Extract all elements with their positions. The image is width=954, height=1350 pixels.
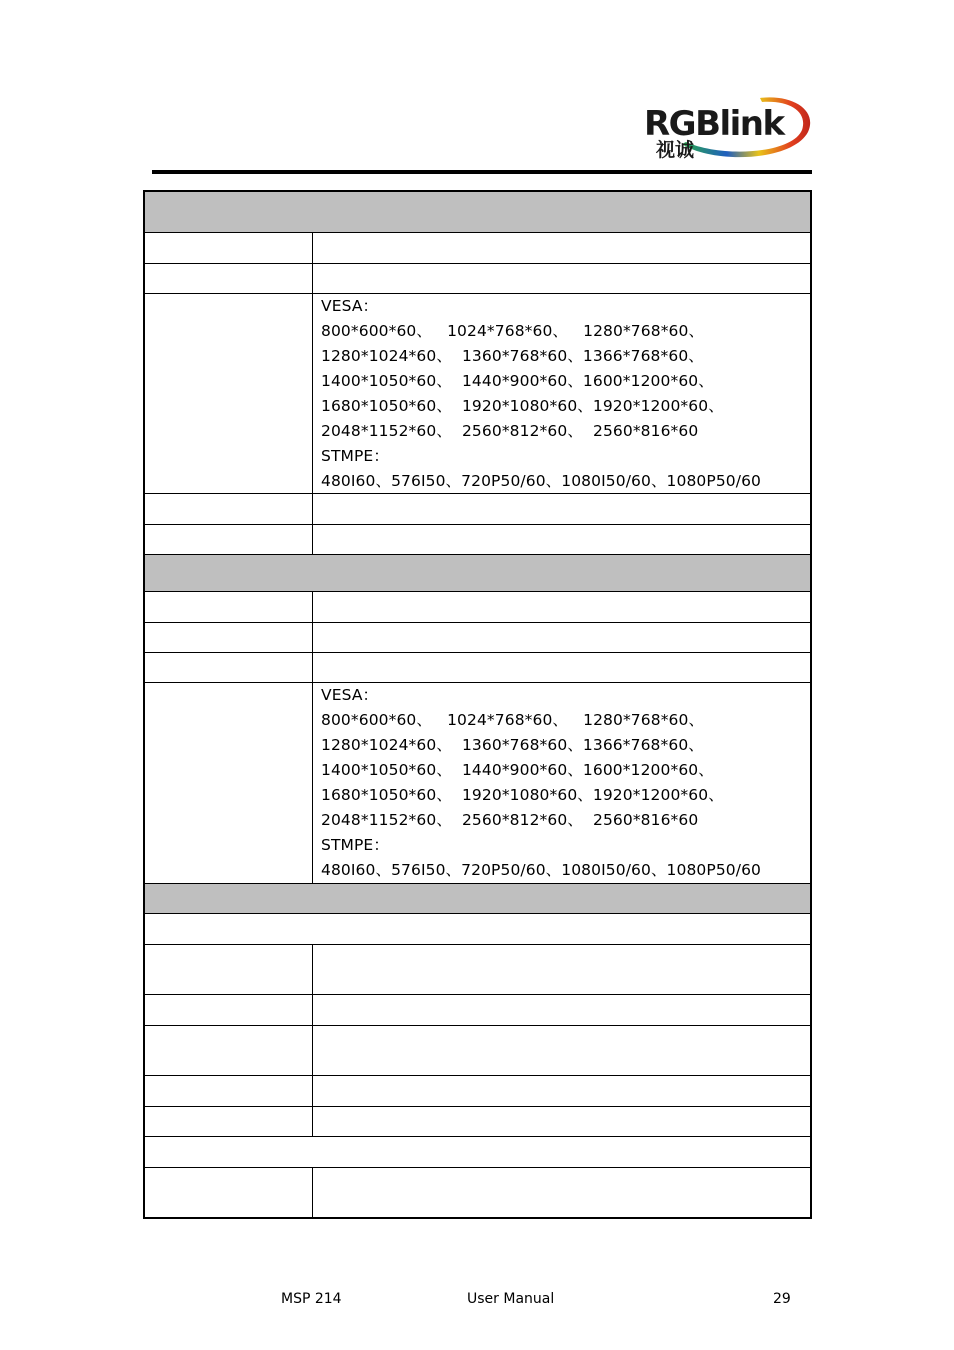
resolution-line: 480I60、576I50、720P50/60、1080I50/60、1080P50/60 xyxy=(321,861,762,879)
resolution-line: 1680*1050*60、 1920*1080*60、1920*1200*60、 xyxy=(321,786,724,804)
brand-wordmark: RGBlink xyxy=(644,104,784,144)
input-resolution-list xyxy=(313,294,810,493)
resolution-line: STMPE： xyxy=(321,836,389,854)
footer-title: User Manual xyxy=(467,1291,555,1307)
rgblink-logo xyxy=(642,92,814,162)
table-row xyxy=(145,1167,810,1217)
resolution-line: 2048*1152*60、 2560*812*60、 2560*816*60 xyxy=(321,811,699,829)
table-row xyxy=(145,232,810,263)
spec-table xyxy=(143,190,812,1219)
table-row xyxy=(145,493,810,524)
table-row-output-resolution xyxy=(145,682,810,883)
resolution-line: VESA： xyxy=(321,297,379,315)
header-rule xyxy=(152,170,812,174)
resolution-line: 480I60、576I50、720P50/60、1080I50/60、1080P50/60 xyxy=(321,472,762,490)
table-row xyxy=(145,944,810,994)
table-row-full xyxy=(145,1136,810,1167)
resolution-line: 1280*1024*60、 1360*768*60、1366*768*60、 xyxy=(321,347,704,365)
table-row-full xyxy=(145,913,810,944)
resolution-line: 1400*1050*60、 1440*900*60、1600*1200*60、 xyxy=(321,372,714,390)
output-resolution-list xyxy=(313,683,810,883)
resolution-line: 1680*1050*60、 1920*1080*60、1920*1200*60、 xyxy=(321,397,724,415)
resolution-line: 1280*1024*60、 1360*768*60、1366*768*60、 xyxy=(321,736,704,754)
brand-chinese: 视诚 xyxy=(656,139,695,161)
section-header-other xyxy=(145,883,810,913)
resolution-line: 1400*1050*60、 1440*900*60、1600*1200*60、 xyxy=(321,761,714,779)
table-row xyxy=(145,622,810,652)
table-row xyxy=(145,591,810,622)
table-row xyxy=(145,1106,810,1136)
table-row-input-resolution xyxy=(145,293,810,493)
resolution-line: VESA： xyxy=(321,686,379,704)
table-row xyxy=(145,994,810,1025)
section-header-output xyxy=(145,554,810,591)
resolution-line: STMPE： xyxy=(321,447,389,465)
table-row xyxy=(145,1025,810,1075)
table-row xyxy=(145,652,810,682)
table-row xyxy=(145,524,810,554)
footer-model: MSP 214 xyxy=(281,1291,342,1307)
table-row xyxy=(145,1075,810,1106)
section-header-input xyxy=(145,192,810,232)
resolution-line: 800*600*60、 1024*768*60、 1280*768*60、 xyxy=(321,711,705,729)
resolution-line: 2048*1152*60、 2560*812*60、 2560*816*60 xyxy=(321,422,699,440)
footer-page-number: 29 xyxy=(773,1291,791,1307)
table-row xyxy=(145,263,810,293)
resolution-line: 800*600*60、 1024*768*60、 1280*768*60、 xyxy=(321,322,705,340)
